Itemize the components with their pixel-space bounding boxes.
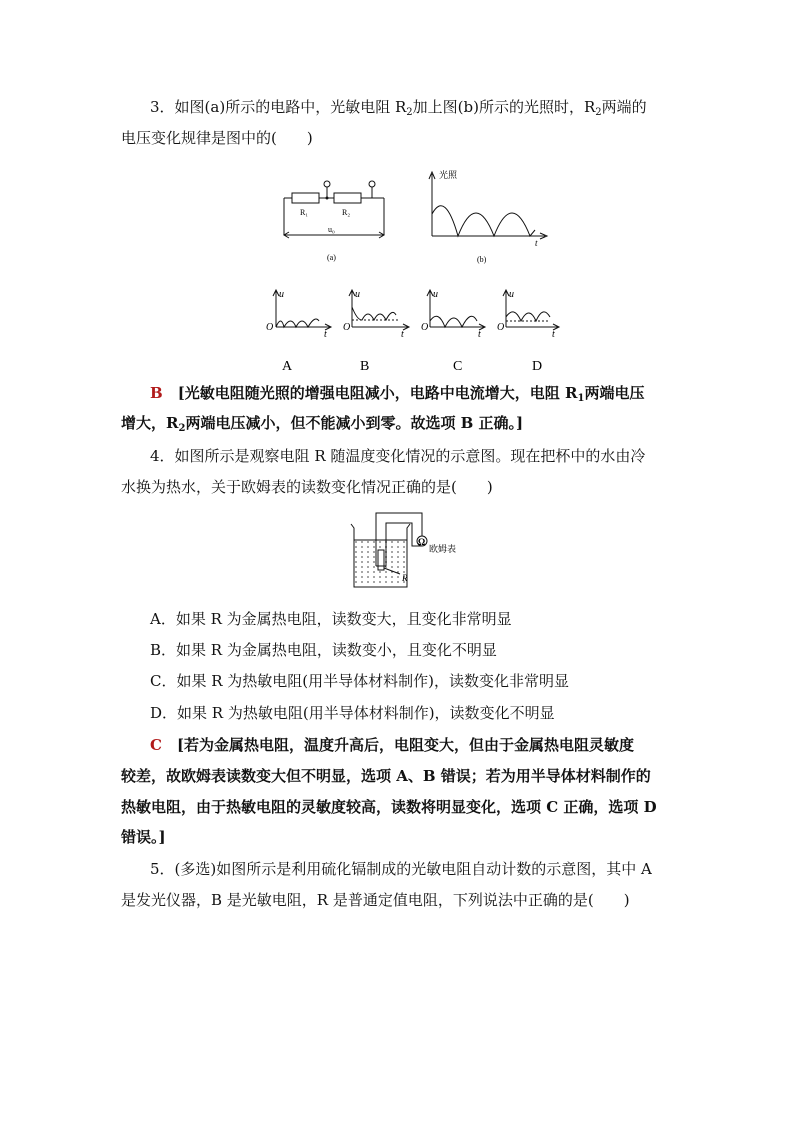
svg-text:O: O	[497, 322, 505, 333]
resistor-label: R	[402, 573, 408, 583]
q4-text-line-2: 水换为热水，关于欧姆表的读数变化情况正确的是( )	[121, 478, 493, 496]
q5-text-line-1: 5．(多选)如图所示是利用硫化镉制成的光敏电阻自动计数的示意图，其中 A	[150, 860, 652, 878]
q5-text-line-2: 是发光仪器，B 是光敏电阻，R 是普通定值电阻，下列说法中正确的是( )	[121, 891, 630, 909]
label-r2: R₂	[342, 208, 351, 217]
svg-text:u: u	[279, 289, 284, 300]
q4-option-b: B．如果 R 为金属热电阻，读数变小，且变化不明显	[150, 641, 497, 659]
q3-answer-letter: B	[150, 384, 163, 402]
q4-option-a: A．如果 R 为金属热电阻，读数变大，且变化非常明显	[150, 610, 512, 628]
ohmmeter-icon: Ω	[418, 537, 426, 547]
svg-text:u: u	[509, 289, 514, 300]
svg-text:u: u	[433, 289, 438, 300]
q4-text-line-1: 4．如图所示是观察电阻 R 随温度变化情况的示意图。现在把杯中的水由冷	[150, 447, 646, 465]
q3-answer-line-1: B [光敏电阻随光照的增强电阻减小，电路中电流增大，电阻 $R_1$两端电压	[150, 384, 645, 404]
q4-option-d: D．如果 R 为热敏电阻(用半导体材料制作)，读数变化不明显	[150, 704, 555, 722]
q4-figure-beaker	[342, 510, 462, 600]
q4-answer-letter: C	[150, 736, 162, 754]
option-label-a: A	[282, 359, 293, 374]
q3-answer-line-2: 增大，$R_2$两端电压减小，但不能减小到零。故选项 B 正确。]	[121, 414, 524, 434]
figure-b-light-graph	[425, 164, 555, 270]
svg-text:t: t	[478, 329, 481, 340]
svg-text:O: O	[266, 322, 274, 333]
q3-text-line-1: 3．如图(a)所示的电路中，光敏电阻 $R_2$加上图(b)所示的光照时，$R_2$两端的	[150, 98, 647, 118]
q4-answer-line-3: 热敏电阻，由于热敏电阻的灵敏度较高，读数将明显变化，选项 C 正确，选项 D	[121, 798, 657, 816]
caption-b: (b)	[477, 255, 487, 264]
label-r1: R₁	[300, 208, 309, 217]
svg-text:u: u	[355, 289, 360, 300]
ohmmeter-label: 欧姆表	[429, 544, 457, 554]
svg-text:O: O	[343, 322, 351, 333]
figure-a-circuit	[272, 172, 392, 268]
ylabel-light: 光照	[439, 170, 458, 180]
caption-a: (a)	[327, 253, 336, 262]
svg-text:t: t	[552, 329, 555, 340]
q4-answer-line-4: 错误。]	[121, 828, 166, 846]
q3-text-line-2: 电压变化规律是图中的( )	[121, 129, 313, 147]
label-u0: u₀	[328, 225, 335, 234]
q4-answer-line-2: 较差，故欧姆表读数变大但不明显，选项 A、B 错误；若为用半导体材料制作的	[121, 767, 651, 785]
svg-text:O: O	[421, 322, 429, 333]
q4-answer-line-1: C [若为金属热电阻，温度升高后，电阻变大，但由于金属热电阻灵敏度	[150, 736, 635, 754]
option-label-b: B	[360, 359, 370, 374]
svg-text:t: t	[401, 329, 404, 340]
svg-text:t: t	[324, 329, 327, 340]
option-label-d: D	[532, 359, 543, 374]
q4-option-c: C．如果 R 为热敏电阻(用半导体材料制作)，读数变化非常明显	[150, 672, 570, 690]
option-label-c: C	[453, 359, 463, 374]
q3-option-graphs	[262, 287, 567, 383]
svg-text:t: t	[535, 238, 538, 248]
